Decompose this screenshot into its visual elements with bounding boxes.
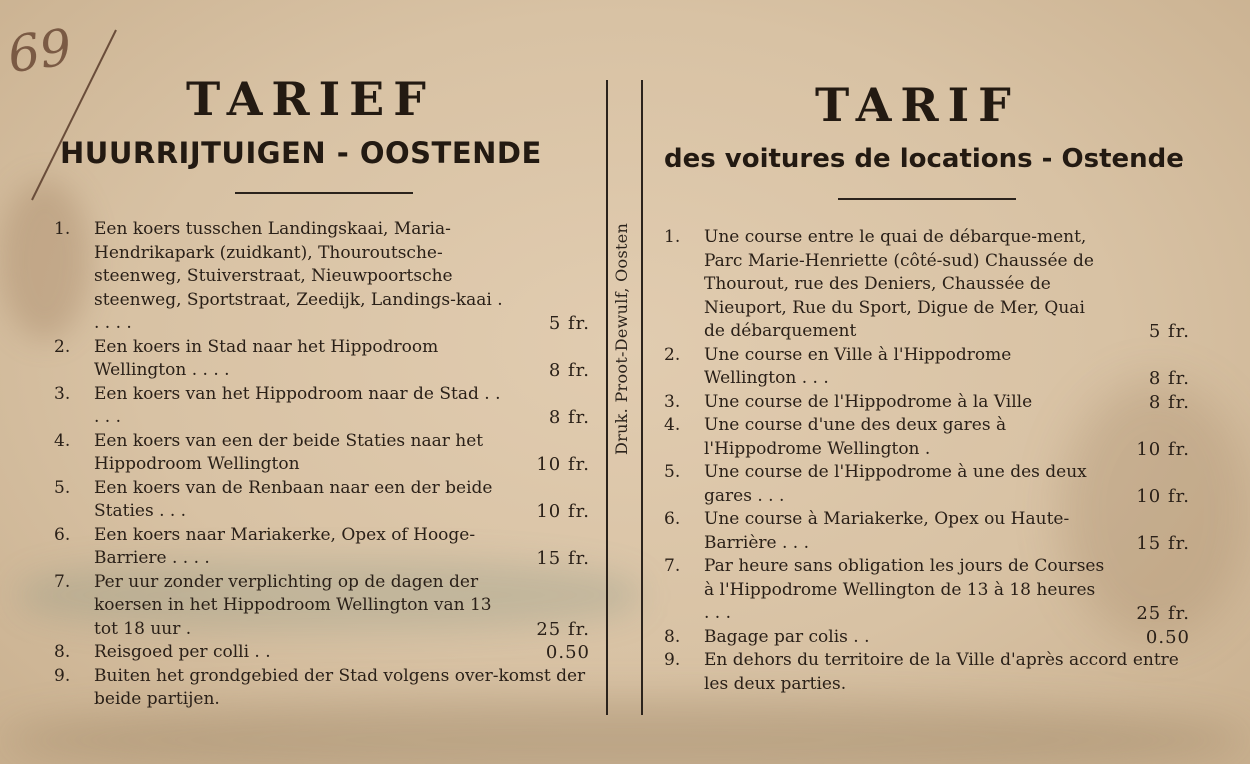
- entry-number: 8.: [54, 642, 71, 662]
- entry-price: 25 fr.: [536, 618, 590, 640]
- column-divider-left: [606, 80, 608, 715]
- column-divider-right: [641, 80, 643, 715]
- entry-number: 1.: [54, 219, 71, 239]
- entry-number: 4.: [54, 430, 71, 451]
- tariff-entry: [664, 344, 1190, 391]
- entry-number: 7.: [54, 571, 71, 592]
- entry-text: Een koers in Stad naar het Hippodroom Wellington . . . .: [94, 336, 439, 380]
- entry-number: 4.: [664, 415, 681, 435]
- entry-text: Par heure sans obligation les jours de Courses à l'Hippodrome Wellington de 13 à 18 heures . . .: [704, 556, 1105, 623]
- entry-text: Een koers van een der beide Staties naar het Hippodroom Wellington: [94, 430, 484, 474]
- french-tariff-list: [664, 226, 1190, 696]
- entry-text: Une course de l'Hippodrome à la Ville: [704, 391, 1033, 412]
- entry-price: 8 fr.: [1148, 391, 1190, 413]
- entry-text: Een koers tusschen Landingskaai, Maria-Hendrikapark (zuidkant), Thouroutsche-steenweg, Stuiverstraat, Nieuwpoortsche steenweg, Sportstraat, Zeedijk, Landings-kaai . . . . .: [94, 219, 503, 333]
- tariff-entry: [664, 555, 1190, 626]
- dutch-subtitle: HUURRIJTUIGEN - OOSTENDE: [60, 136, 542, 170]
- tariff-entry: [664, 226, 1190, 344]
- entry-price: 8 fr.: [548, 407, 590, 428]
- entry-price: 5 fr.: [1148, 321, 1190, 342]
- entry-number: 3.: [664, 391, 681, 412]
- handwritten-number: 69: [4, 17, 76, 85]
- french-title: TARIF: [815, 78, 1020, 132]
- dutch-header-rule: [235, 192, 413, 194]
- entry-price: 10 fr.: [536, 501, 590, 522]
- tariff-entry: [54, 524, 590, 571]
- entry-price: 5 fr.: [548, 313, 590, 334]
- tariff-entry: [664, 461, 1190, 508]
- printer-imprint: Druk. Proot-Dewulf, Oosten: [612, 222, 631, 455]
- entry-price: 15 fr.: [536, 548, 590, 569]
- tariff-entry: [54, 430, 590, 477]
- entry-price: 10 fr.: [1136, 485, 1190, 507]
- entry-text: Une course de l'Hippodrome à une des deux gares . . .: [704, 462, 1087, 506]
- entry-number: 5.: [664, 462, 681, 482]
- tariff-entry: [54, 336, 590, 383]
- entry-text: Per uur zonder verplichting op de dagen der koersen in het Hippodroom Wellington van 13 tot 18 uur .: [94, 571, 492, 639]
- entry-number: 1.: [664, 227, 681, 247]
- entry-text: Een koers van de Renbaan naar een der beide Staties . . .: [94, 477, 493, 521]
- entry-number: 6.: [664, 509, 681, 529]
- french-header-rule: [838, 198, 1016, 200]
- entry-number: 9.: [54, 665, 71, 686]
- entry-number: 2.: [54, 336, 71, 357]
- entry-text: En dehors du territoire de la Ville d'après accord entre les deux parties.: [704, 650, 1179, 694]
- entry-number: 2.: [664, 344, 681, 365]
- entry-number: 8.: [664, 626, 681, 647]
- entry-text: Une course en Ville à l'Hippodrome Wellington . . .: [704, 344, 1012, 388]
- tariff-entry: [54, 665, 590, 712]
- entry-text: Une course à Mariakerke, Opex ou Haute-Barrière . . .: [704, 509, 1070, 553]
- entry-text: Reisgoed per colli . .: [94, 642, 271, 662]
- entry-number: 5.: [54, 477, 71, 498]
- entry-number: 3.: [54, 383, 71, 404]
- entry-text: Een koers naar Mariakerke, Opex of Hooge-Barriere . . . .: [94, 524, 476, 568]
- entry-price: 0.50: [545, 642, 590, 663]
- entry-price: 8 fr.: [1148, 368, 1190, 389]
- entry-number: 7.: [664, 556, 681, 576]
- tariff-entry: [664, 391, 1190, 415]
- entry-price: 25 fr.: [1136, 603, 1190, 624]
- tariff-entry: [54, 477, 590, 524]
- entry-price: 0.50: [1145, 626, 1190, 648]
- tariff-entry: [54, 218, 590, 336]
- entry-text: Une course entre le quai de débarque-ment, Parc Marie-Henriette (côté-sud) Chaussée de Thourout, rue des Deniers, Chaussée de Nieuport, Rue du Sport, Digue de Mer, Quai de débarquement: [704, 227, 1094, 341]
- entry-price: 8 fr.: [548, 360, 590, 381]
- entry-text: Buiten het grondgebied der Stad volgens over-komst der beide partijen.: [94, 665, 586, 709]
- entry-price: 10 fr.: [1136, 438, 1190, 460]
- dutch-tariff-list: [54, 218, 590, 712]
- entry-text: Een koers van het Hippodroom naar de Stad . . . . .: [94, 383, 501, 427]
- tariff-entry: [664, 649, 1190, 696]
- entry-number: 9.: [664, 650, 681, 670]
- entry-price: 10 fr.: [536, 454, 590, 475]
- entry-price: 15 fr.: [1136, 532, 1190, 554]
- tariff-entry: [664, 508, 1190, 555]
- entry-text: Une course d'une des deux gares à l'Hippodrome Wellington .: [704, 415, 1007, 459]
- entry-number: 6.: [54, 524, 71, 545]
- entry-text: Bagage par colis . .: [704, 626, 870, 647]
- tariff-entry: [664, 626, 1190, 650]
- french-subtitle: des voitures de locations - Ostende: [664, 144, 1184, 174]
- tariff-entry: [664, 414, 1190, 461]
- tariff-entry: [54, 641, 590, 665]
- tariff-entry: [54, 383, 590, 430]
- dutch-title: TARIEF: [186, 72, 435, 126]
- tariff-entry: [54, 571, 590, 642]
